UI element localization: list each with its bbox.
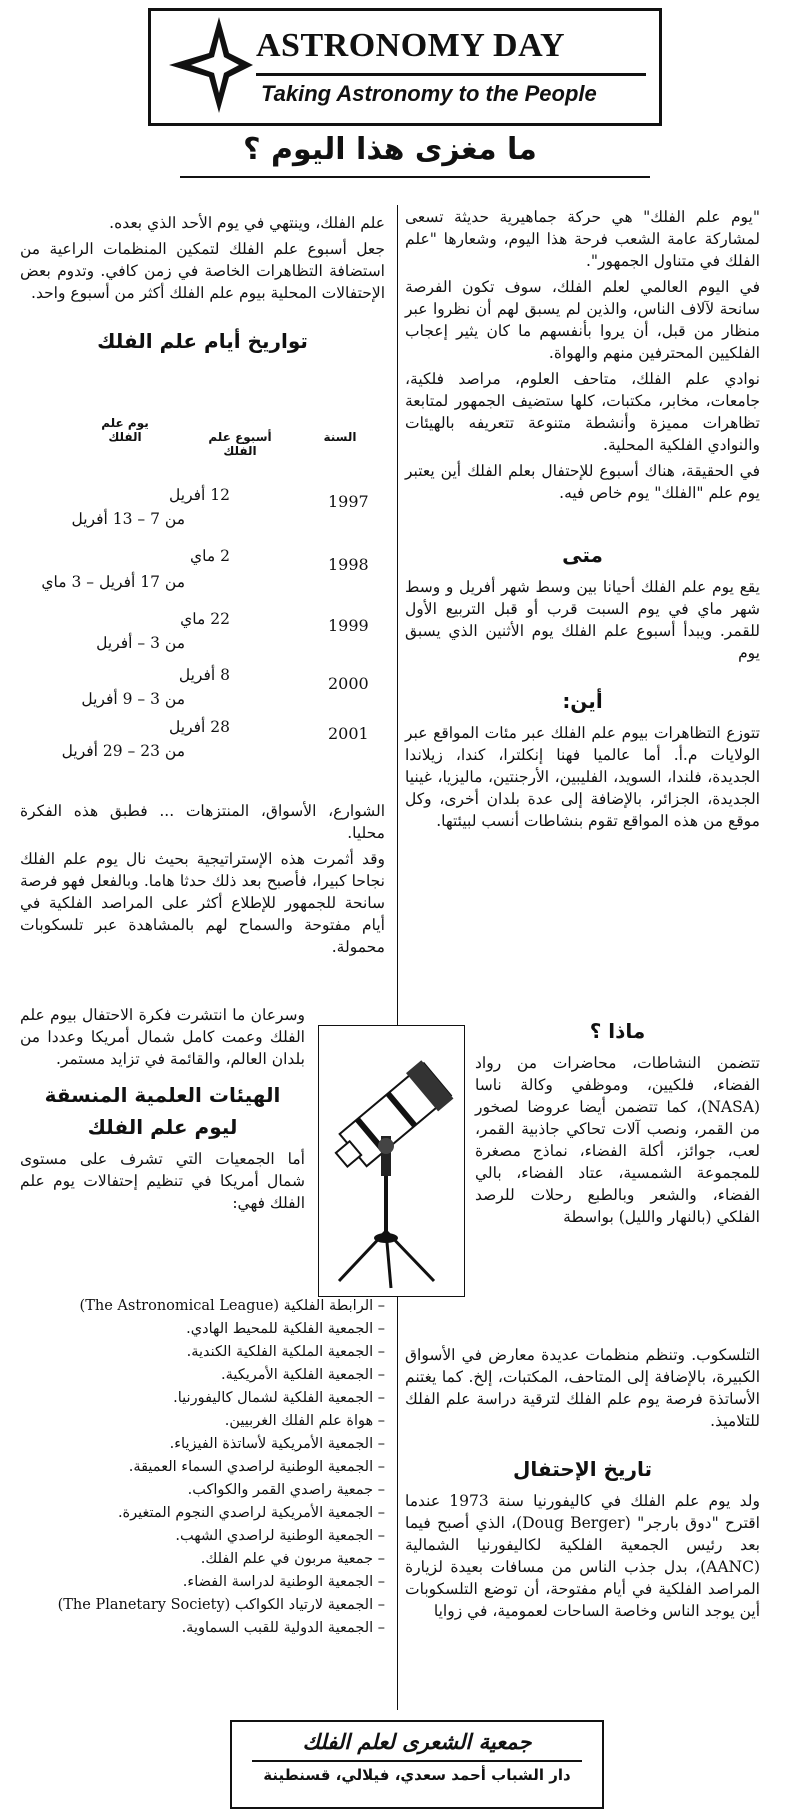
section-title-orgs: الهيئات العلمية المنسقة [44,1083,281,1107]
footer-address: دار الشباب أحمد سعدي، فيلالي، قسنطينة [263,1766,571,1784]
astronomy-day-logo [148,8,662,126]
section-title-history: تاريخ الإحتفال [512,1457,652,1481]
list-item: – جمعية راصدي القمر والكواكب. [187,1482,385,1498]
paragraph: وسرعان ما انتشرت فكرة الاحتفال بيوم علم الفلك وعمت كامل شمال أمريكا وعددا من بلدان العالم، والقائمة في تزايد مستمر. [20,1006,305,1068]
list-item: – الجمعية الأمريكية لأساتذة الفيزياء. [169,1436,385,1452]
paragraph: وقد أثمرت هذه الإستراتيجية بحيث نال يوم علم الفلك نجاحا كبيرا، فأصبح بعد ذلك حدثا هاما. وبالفعل فهو فرصة سانحة للجمهور للإطلاع أكثر على المراصد الفلكية في أيام مفتوحة والسماح لهم بالمشاهدة عبر تلسكوبات محمولة. [20,850,385,956]
table-week: من 3 – أفريل [96,634,185,652]
list-item: – الجمعية الوطنية لراصدي السماء العميقة. [128,1459,385,1475]
list-item: – الجمعية الفلكية لشمال كاليفورنيا. [173,1390,385,1406]
what-paragraph: تتضمن النشاطات، محاضرات من رواد الفضاء، فلكيين، وموظفي وكالة ناسا (NASA)، كما تتضمن أيضا عروضا لصخور من القمر، ونصب آلات تحاكي جاذبية القمر، لعب، جوائز، أكلة الفضاء، نماذج مصغرة للمجموعة الشمسية، عتاد الفضاء، بالي الفضاء، والشعر وبالطبع رحلات للرصد الفلكي (بالنهار والليل) بواسطة [475,1054,760,1226]
where-paragraph: تتوزع التظاهرات بيوم علم الفلك عبر مئات المواقع عبر الولايات م.أ. أما عالميا فهنا إنكلترا، كندا، زيلاندا الجديدة، فلندا، السويد، الفليبين، الأرجنتين، ماليزيا، غينيا الجديدة، الجزائر، بالإضافة إلى عدة بلدان أخرى، وكل موقع من هذه المواقع تقوم بنشاطات أنسب لبيئتها. [405,724,760,830]
table-day: 12 أفريل [169,486,230,504]
section-title-where: أين: [562,689,603,713]
list-item: – الجمعية الوطنية لدراسة الفضاء. [182,1574,385,1590]
paragraph: جعل أسبوع علم الفلك لتمكين المنظمات الراعية من استضافة التظاهرات الخاصة في زمن كافي. وتدوم بعض الإحتفالات المحلية بيوم علم الفلك أكثر من أسبوع واحد. [20,240,385,302]
history-paragraph: ولد يوم علم الفلك في كاليفورنيا سنة 1973 عندما اقترح "دوق بارجر" (Doug Berger)، الذي أصبح فيما بعد رئيس الجمعية الفلكية لكاليفورنيا الشمالية (AANC)، بدل جذب الناس من مسافات بعيدة لزيارة المراصد الفلكية في أيام مفتوحة، أن توضع التلسكوبات أين يوجد الناس وخاصة الساحات لعمومية، في زوايا [405,1492,760,1620]
right-column-lower [405,1344,760,1626]
paragraph: في اليوم العالمي لعلم الفلك، سوف تكون الفرصة سانحة لآلاف الناس، والذين لم يسبق لهم أن نظروا عبر منظار من قبل، أن يروا بأنفسهم ما كان يثير إعجاب الفلكيين المحترفين منهم والهواة. [405,278,760,362]
table-week: من 17 أفريل – 3 ماي [41,573,185,591]
table-header-day: يوم علم الفلك [101,416,149,444]
paragraph: علم الفلك، وينتهي في يوم الأحد الذي بعده. [109,214,385,232]
list-item: – الجمعية الأمريكية لراصدي النجوم المتغيرة. [117,1505,385,1521]
table-header-week: أسبوع علم الفلك [208,430,272,458]
star-logo-icon [161,15,256,115]
table-week: من 23 – 29 أفريل [61,742,185,760]
dates-table [41,416,380,770]
right-column [405,206,760,836]
section-title-orgs-sub: ليوم علم الفلك [87,1115,238,1139]
orgs-list [20,1296,385,1639]
table-header-year: السنة [323,430,357,444]
when-paragraph: يقع يوم علم الفلك أحيانا بين وسط شهر أفريل و وسط شهر ماي في يوم السبت قرب أو قبل التربيع الأول للقمر. ويبدأ أسبوع علم الفلك يوم الأثنين الذي يسبق يوم [405,578,760,662]
list-item: – الجمعية الدولية للقبب السماوية. [181,1620,385,1636]
table-year: 1998 [328,555,369,574]
section-title-what: ماذا ؟ [589,1019,646,1043]
list-item: – الجمعية الوطنية لراصدي الشهب. [175,1528,385,1544]
left-column-top [20,212,385,362]
table-day: 28 أفريل [169,718,230,736]
list-item: – جمعية مربون في علم الفلك. [200,1551,385,1567]
list-item: – هواة علم الفلك الغربيين. [224,1413,385,1429]
list-item: – الجمعية الفلكية الأمريكية. [220,1367,385,1383]
telescope-illustration [318,1025,465,1297]
paragraph: الشوارع، الأسواق، المنتزهات ... فطبق هذه الفكرة محليا. [20,802,385,842]
footer-title: جمعية الشعرى لعلم الفلك [302,1730,532,1754]
table-day: 2 ماي [190,547,230,565]
orgs-list-area [20,1296,385,1641]
page-headline: ما مغزى هذا اليوم ؟ [243,132,537,167]
section-title-when: متى [562,543,603,567]
table-year: 1999 [328,616,369,635]
table-day: 22 ماي [180,610,230,628]
table-year: 2000 [328,674,369,693]
section-title-dates: تواريخ أيام علم الفلك [97,329,308,353]
list-item: – الرابطة الفلكية (The Astronomical League) [79,1298,385,1314]
list-item: – الجمعية الفلكية للمحيط الهادي. [186,1321,385,1337]
table-week: من 7 – 13 أفريل [71,510,185,528]
table-week: من 3 – 9 أفريل [81,690,185,708]
left-column-spread [20,1004,305,1218]
right-column-what [475,1020,760,1232]
footer-divider [252,1760,582,1762]
table-day: 8 أفريل [178,666,230,684]
logo-subtitle: Taking Astronomy to the People [261,81,597,106]
list-item: – الجمعية الملكية الفلكية الكندية. [186,1344,385,1360]
what-paragraph-continued: التلسكوب. وتنظم منظمات عديدة معارض في الأسواق الكبيرة، بالإضافة إلى المتاحف، المكتبات، إلخ. كما يغتنم الأساتذة فرصة يوم علم الفلك لترقية دراسة علم الفلك للتلاميذ. [405,1346,760,1430]
intro-paragraph: "يوم علم الفلك" هي حركة جماهيرية حديثة تسعى لمشاركة عامة الشعب فرحة هذا اليوم، وشعارها "علم الفلك في متناول الجمهور". [405,208,760,270]
footer-box [230,1720,604,1809]
logo-divider [256,73,646,76]
left-column-middle [20,800,385,962]
paragraph: نوادي علم الفلك، متاحف العلوم، مراصد فلكية، جامعات، مخابر، مكتبات، كلها ستضيف الجمهور لمتابعة تظاهرات مميزة وأنشطة متنوعة تتعريفه بالهيئات والنوادي الفلكية المحلية. [405,370,760,454]
column-divider [397,205,398,1710]
telescope-icon [319,1026,464,1296]
headline-divider [180,176,650,178]
orgs-intro: أما الجمعيات التي تشرف على مستوى شمال أمريكا في تنظيم إحتفالات يوم علم الفلك فهي: [20,1150,305,1212]
paragraph: في الحقيقة، هناك أسبوع للإحتفال بعلم الفلك أين يعتبر يوم علم "الفلك" يوم خاص فيه. [405,462,760,502]
logo-title: ASTRONOMY DAY [256,27,566,64]
table-year: 2001 [328,724,369,743]
table-year: 1997 [328,492,369,511]
list-item: – الجمعية لارتياد الكواكب (The Planetary Society) [57,1597,385,1613]
